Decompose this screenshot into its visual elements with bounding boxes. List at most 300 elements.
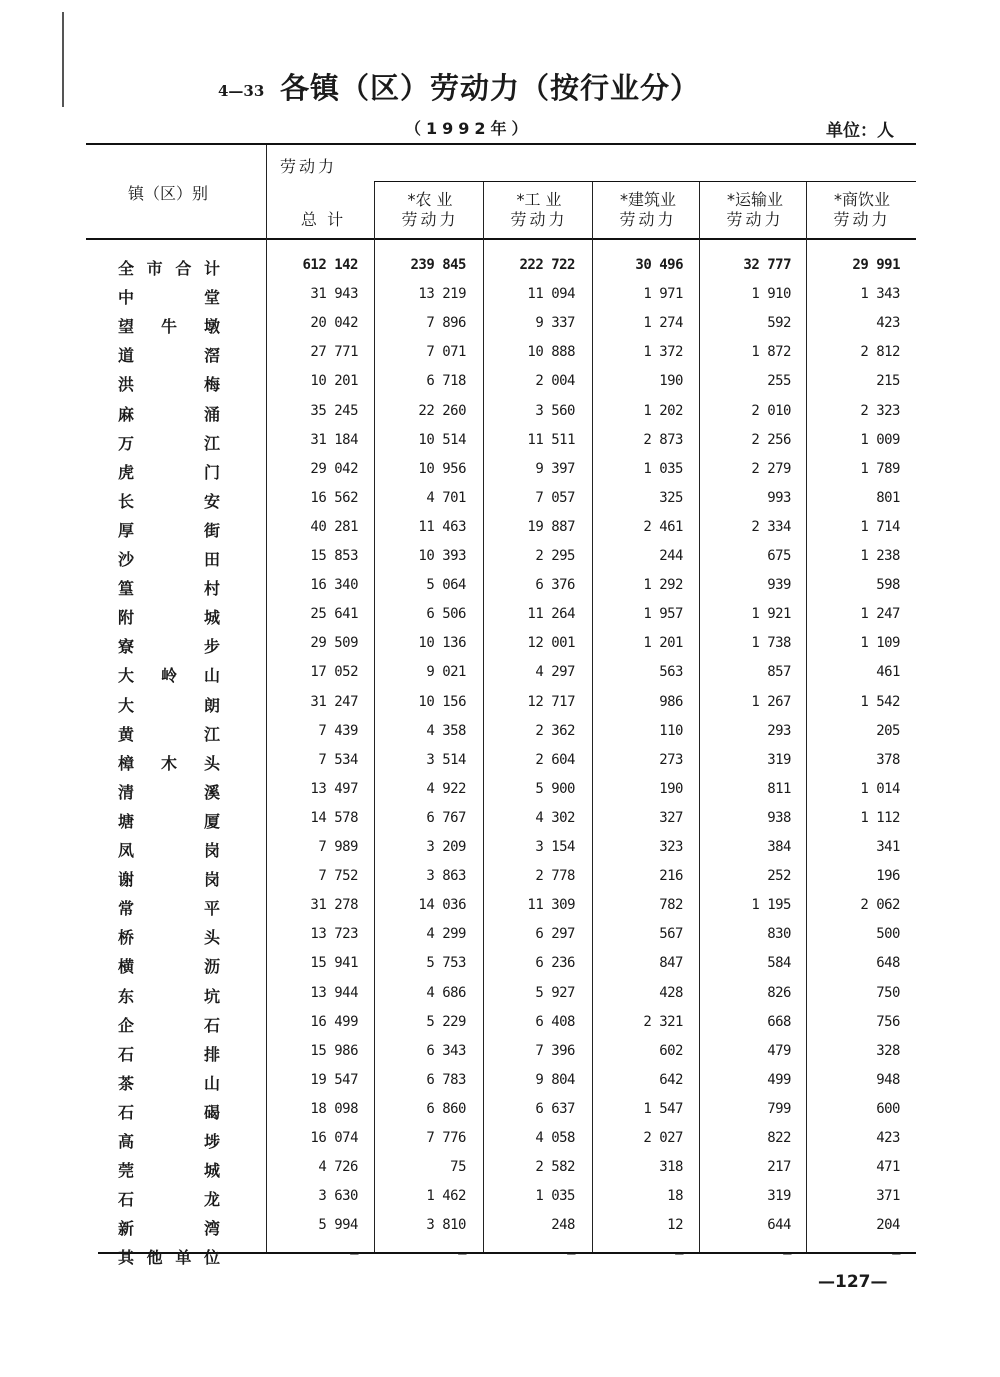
value-cell: — (783, 1246, 791, 1263)
region-name (118, 285, 220, 308)
value-cell: 644 (767, 1217, 791, 1234)
table-row (0, 892, 1000, 921)
region-name-char: 涌 (203, 404, 220, 424)
value-cell: 25 641 (310, 606, 358, 623)
value-cell: 801 (876, 489, 900, 506)
region-name-char: 村 (203, 579, 220, 599)
col-header-construction-l1: *建筑业 (619, 190, 676, 209)
value-cell: 4 358 (426, 722, 466, 739)
region-name (118, 1216, 220, 1239)
value-cell: — (675, 1246, 683, 1263)
region-name (118, 751, 220, 774)
table-row (0, 659, 1000, 688)
value-cell: 2 873 (643, 431, 683, 448)
region-name-char: 龙 (203, 1190, 220, 1210)
value-cell: 16 499 (310, 1013, 358, 1030)
region-name-char: 茶 (118, 1073, 135, 1093)
value-cell: 750 (876, 984, 900, 1001)
value-cell: 1 035 (643, 460, 683, 477)
table-row (0, 1067, 1000, 1096)
value-cell: 15 853 (310, 548, 358, 564)
region-name (118, 256, 220, 279)
region-name-char: 企 (118, 1015, 135, 1035)
region-name-char: 他 (146, 1248, 163, 1268)
value-cell: 2 604 (535, 751, 575, 768)
value-cell: 378 (876, 751, 900, 768)
region-name-char: 步 (203, 637, 220, 657)
value-cell: 5 927 (535, 984, 575, 1001)
region-name-char: 万 (118, 433, 135, 453)
value-cell: 6 297 (535, 926, 575, 943)
region-name-char: 东 (118, 986, 135, 1006)
value-cell: 1 738 (751, 635, 791, 652)
region-name (118, 984, 220, 1007)
value-cell: 5 229 (426, 1013, 466, 1030)
region-name (118, 1042, 220, 1065)
col-header-industry-l1: *工 业 (516, 190, 562, 209)
region-name-char: 道 (118, 346, 135, 366)
value-cell: 668 (767, 1013, 791, 1030)
value-cell: 255 (767, 373, 791, 390)
col-header-commerce-l2: 劳动力 (833, 210, 891, 229)
value-cell: 10 393 (418, 548, 466, 564)
value-cell: 598 (876, 577, 900, 594)
value-cell: 7 534 (318, 751, 358, 768)
value-cell: 584 (767, 955, 791, 972)
region-name (118, 343, 220, 366)
value-cell: 2 778 (535, 868, 575, 885)
value-cell: 7 752 (318, 868, 358, 885)
title-text: 各镇（区）劳动力（按行业分） (280, 71, 701, 105)
value-cell: 318 (659, 1159, 683, 1176)
value-cell: 7 776 (426, 1130, 466, 1146)
region-name-char: 虎 (118, 462, 135, 482)
region-name-char: 石 (118, 1102, 135, 1122)
table-row (0, 1009, 1000, 1038)
table-row-total (0, 252, 1000, 281)
value-cell: 371 (876, 1188, 900, 1205)
region-name-char: 厦 (203, 811, 220, 831)
value-cell: 938 (767, 809, 791, 826)
unit-label: 单位：人 (826, 121, 894, 141)
value-cell: 3 514 (426, 751, 466, 768)
value-cell: 35 245 (310, 402, 358, 419)
region-name-char: 其 (118, 1248, 135, 1268)
year-subtitle: （1992年） (405, 119, 533, 138)
value-cell: 811 (767, 780, 791, 797)
region-name-char: 谢 (118, 870, 135, 890)
value-cell: 1 714 (860, 518, 900, 535)
region-name-char: 江 (203, 433, 220, 453)
value-cell: 325 (659, 489, 683, 506)
value-cell: 327 (659, 809, 683, 826)
region-name-char: 城 (203, 1161, 220, 1181)
value-cell: 11 511 (527, 431, 575, 448)
value-cell: 847 (659, 955, 683, 972)
table-row (0, 456, 1000, 485)
value-cell: 600 (876, 1100, 900, 1117)
region-name (118, 1187, 220, 1210)
value-cell: 13 219 (418, 286, 466, 303)
col-header-construction-l2: 劳动力 (619, 210, 677, 229)
table-row (0, 427, 1000, 456)
value-cell: 1 921 (751, 606, 791, 623)
table-row (0, 310, 1000, 339)
value-cell: 11 463 (418, 518, 466, 535)
table-row (0, 601, 1000, 630)
value-cell: 499 (767, 1071, 791, 1088)
value-cell: 32 777 (743, 257, 791, 273)
value-cell: 4 726 (318, 1159, 358, 1176)
value-cell: 14 036 (418, 897, 466, 914)
region-name (118, 1158, 220, 1181)
region-name (118, 489, 220, 512)
value-cell: 4 302 (535, 809, 575, 826)
region-name-char: 寮 (118, 637, 135, 657)
region-name-char: 头 (203, 928, 220, 948)
region-name-char: 堂 (203, 288, 220, 308)
region-name-char: 合 (175, 259, 192, 278)
value-cell: 6 506 (426, 606, 466, 623)
region-name-char: 梅 (203, 375, 220, 395)
region-name-char: 坑 (203, 986, 220, 1006)
value-cell: 592 (767, 315, 791, 332)
region-name-char: 长 (118, 491, 135, 511)
region-name (118, 925, 220, 948)
value-cell: 6 767 (426, 809, 466, 826)
table-row (0, 980, 1000, 1009)
value-cell: 1 789 (860, 460, 900, 477)
value-cell: 217 (767, 1159, 791, 1176)
region-name-char: 大 (118, 695, 135, 715)
table-row (0, 950, 1000, 979)
group-rule (374, 181, 916, 182)
region-name-char: 岗 (203, 870, 220, 890)
top-rule (86, 143, 916, 145)
region-name-char: 安 (203, 491, 220, 511)
value-cell: 5 900 (535, 780, 575, 797)
value-cell: 675 (767, 548, 791, 564)
col-header-transport-l2: 劳动力 (726, 210, 784, 229)
value-cell: 7 071 (426, 344, 466, 361)
region-name-char: 朗 (203, 695, 220, 715)
value-cell: 1 343 (860, 286, 900, 303)
region-name-char: 石 (203, 1015, 220, 1035)
value-cell: 428 (659, 984, 683, 1001)
value-cell: 6 236 (535, 955, 575, 972)
col-header-transport-l1: *运输业 (726, 190, 783, 209)
value-cell: 11 094 (527, 286, 575, 303)
table-row (0, 834, 1000, 863)
region-name (118, 693, 220, 716)
value-cell: 993 (767, 489, 791, 506)
value-cell: 7 989 (318, 839, 358, 855)
value-cell: 11 264 (527, 606, 575, 623)
value-cell: 2 004 (535, 373, 575, 390)
value-cell: 642 (659, 1071, 683, 1088)
value-cell: 17 052 (310, 664, 358, 681)
region-name (118, 518, 220, 541)
region-name-char: 木 (160, 753, 177, 773)
header-rule (86, 238, 916, 240)
value-cell: 986 (659, 693, 683, 710)
value-cell: 3 560 (535, 402, 575, 419)
region-name (118, 1071, 220, 1094)
value-cell: 29 042 (310, 460, 358, 477)
table-number: 4—33 (218, 82, 265, 100)
value-cell: 31 247 (310, 693, 358, 710)
region-name-char: 牛 (160, 317, 177, 337)
region-name-char: 莞 (118, 1161, 135, 1181)
region-name (118, 1129, 220, 1152)
value-cell: 10 201 (310, 373, 358, 390)
value-cell: 30 496 (635, 257, 683, 273)
value-cell: 10 514 (418, 431, 466, 448)
table-row (0, 1096, 1000, 1125)
table-row (0, 1183, 1000, 1212)
region-name (118, 1013, 220, 1036)
value-cell: 2 279 (751, 460, 791, 477)
value-cell: 190 (659, 373, 683, 390)
col-header-commerce-l1: *商饮业 (833, 190, 890, 209)
value-cell: 782 (659, 897, 683, 914)
value-cell: 1 109 (860, 635, 900, 652)
region-name (118, 722, 220, 745)
region-name-char: 田 (203, 550, 220, 569)
value-cell: 75 (450, 1159, 466, 1176)
value-cell: 1 274 (643, 315, 683, 332)
value-cell: 16 074 (310, 1130, 358, 1146)
region-name-char: 全 (118, 259, 135, 278)
value-cell: 567 (659, 926, 683, 943)
region-name-char: 黄 (118, 724, 135, 744)
table-row (0, 921, 1000, 950)
region-name-char: 凤 (118, 841, 135, 860)
value-cell: 239 845 (410, 257, 466, 273)
value-cell: 20 042 (310, 315, 358, 332)
region-name-char: 望 (118, 317, 135, 337)
region-name-char: 附 (118, 608, 135, 628)
value-cell: 7 396 (535, 1042, 575, 1059)
value-cell: 9 021 (426, 664, 466, 681)
col-header-construction (596, 190, 700, 230)
value-cell: 215 (876, 373, 900, 390)
region-name-char: 高 (118, 1132, 135, 1151)
value-cell: 602 (659, 1042, 683, 1059)
value-cell: 1 195 (751, 897, 791, 914)
value-cell: 2 027 (643, 1130, 683, 1146)
value-cell: 1 910 (751, 286, 791, 303)
value-cell: 4 058 (535, 1130, 575, 1146)
region-name (118, 460, 220, 483)
value-cell: 216 (659, 868, 683, 885)
region-name-char: 城 (203, 608, 220, 628)
region-name-char: 平 (203, 899, 220, 919)
value-cell: 423 (876, 1130, 900, 1146)
value-cell: — (350, 1246, 358, 1263)
value-cell: 29 509 (310, 635, 358, 652)
region-header: 镇（区）别 (127, 184, 208, 203)
value-cell: 29 991 (852, 257, 900, 273)
value-cell: 2 010 (751, 402, 791, 419)
region-name (118, 954, 220, 977)
value-cell: 471 (876, 1159, 900, 1176)
region-name (118, 576, 220, 599)
region-name (118, 780, 220, 803)
value-cell: 7 439 (318, 722, 358, 739)
region-name (118, 431, 220, 454)
value-cell: 22 260 (418, 402, 466, 419)
value-cell: 5 064 (426, 577, 466, 594)
value-cell: 2 323 (860, 402, 900, 419)
value-cell: — (892, 1246, 900, 1263)
value-cell: 190 (659, 780, 683, 797)
value-cell: 7 896 (426, 315, 466, 332)
region-name (118, 372, 220, 395)
value-cell: 6 718 (426, 373, 466, 390)
value-cell: 1 542 (860, 693, 900, 710)
value-cell: 9 804 (535, 1071, 575, 1088)
value-cell: 196 (876, 868, 900, 885)
region-name (118, 1100, 220, 1123)
value-cell: 4 701 (426, 489, 466, 506)
value-cell: 10 156 (418, 693, 466, 710)
value-cell: 319 (767, 751, 791, 768)
value-cell: 10 888 (527, 344, 575, 361)
value-cell: 10 956 (418, 460, 466, 477)
col-header-agri-l1: *农 业 (407, 190, 453, 209)
value-cell: 6 783 (426, 1071, 466, 1088)
region-name-char: 碣 (203, 1102, 220, 1122)
col-header-transport (703, 190, 807, 230)
table-row (0, 1125, 1000, 1154)
value-cell: 1 971 (643, 286, 683, 303)
region-name (118, 809, 220, 832)
value-cell: 12 717 (527, 693, 575, 710)
table-row (0, 689, 1000, 718)
region-name-char: 新 (118, 1219, 135, 1239)
region-name (118, 547, 220, 570)
value-cell: 1 202 (643, 402, 683, 419)
table-row (0, 1038, 1000, 1067)
col-header-industry-l2: 劳动力 (510, 210, 568, 229)
value-cell: — (567, 1246, 575, 1263)
value-cell: 3 863 (426, 868, 466, 885)
region-name-char: 塘 (118, 811, 135, 831)
region-name (118, 314, 220, 337)
value-cell: 2 295 (535, 548, 575, 564)
total-header: 总 计 (300, 210, 344, 229)
region-name-char: 岗 (203, 841, 220, 860)
region-name (118, 838, 220, 861)
value-cell: 1 372 (643, 344, 683, 361)
value-cell: 3 630 (318, 1188, 358, 1205)
value-cell: 2 582 (535, 1159, 575, 1176)
value-cell: 799 (767, 1100, 791, 1117)
table-row (0, 572, 1000, 601)
region-name-char: 岭 (160, 666, 177, 686)
region-name-char: 湾 (203, 1219, 220, 1239)
value-cell: 1 014 (860, 780, 900, 797)
value-cell: 16 562 (310, 489, 358, 506)
region-name-char: 街 (203, 520, 220, 540)
region-name-char: 排 (203, 1044, 220, 1064)
value-cell: 205 (876, 722, 900, 739)
region-name (118, 605, 220, 628)
region-name-char: 江 (203, 724, 220, 744)
region-name-char: 大 (118, 666, 135, 686)
region-name (118, 402, 220, 425)
region-name (118, 896, 220, 919)
col-header-agri (378, 190, 482, 230)
table-row (0, 1154, 1000, 1183)
table-row (0, 339, 1000, 368)
value-cell: 1 547 (643, 1100, 683, 1117)
region-name-char: 沥 (203, 957, 220, 977)
region-name-char: 石 (118, 1190, 135, 1210)
value-cell: 1 009 (860, 431, 900, 448)
table-row (0, 805, 1000, 834)
value-cell: 948 (876, 1071, 900, 1088)
col-header-industry (487, 190, 591, 230)
value-cell: 14 578 (310, 809, 358, 826)
value-cell: 1 247 (860, 606, 900, 623)
value-cell: 5 994 (318, 1217, 358, 1234)
value-cell: 6 343 (426, 1042, 466, 1059)
value-cell: 830 (767, 926, 791, 943)
value-cell: 12 (667, 1217, 683, 1234)
value-cell: 1 035 (535, 1188, 575, 1205)
region-name (118, 1245, 220, 1268)
value-cell: 12 001 (527, 635, 575, 652)
value-cell: 461 (876, 664, 900, 681)
value-cell: 4 297 (535, 664, 575, 681)
value-cell: 2 461 (643, 518, 683, 535)
table-row (0, 1212, 1000, 1241)
region-name-char: 沙 (118, 550, 135, 569)
region-name-char: 山 (203, 1073, 220, 1093)
table-row (0, 718, 1000, 747)
table-title (210, 66, 810, 110)
value-cell: 4 299 (426, 926, 466, 943)
table-row (0, 514, 1000, 543)
region-name-char: 市 (146, 259, 163, 278)
value-cell: 11 309 (527, 897, 575, 914)
value-cell: 18 (667, 1188, 683, 1205)
value-cell: 756 (876, 1013, 900, 1030)
value-cell: 563 (659, 664, 683, 681)
value-cell: 31 184 (310, 431, 358, 448)
value-cell: 19 547 (310, 1071, 358, 1088)
value-cell: 31 943 (310, 286, 358, 303)
region-name-char: 厚 (118, 520, 135, 540)
region-name-char: 中 (118, 288, 135, 308)
value-cell: 13 497 (310, 780, 358, 797)
value-cell: 31 278 (310, 897, 358, 914)
value-cell: 6 637 (535, 1100, 575, 1117)
value-cell: 1 112 (860, 809, 900, 826)
value-cell: 15 941 (310, 955, 358, 972)
value-cell: 1 462 (426, 1188, 466, 1205)
value-cell: 3 154 (535, 839, 575, 855)
value-cell: 5 753 (426, 955, 466, 972)
labor-group-header: 劳动力 (280, 157, 338, 176)
value-cell: 6 860 (426, 1100, 466, 1117)
table-row (0, 398, 1000, 427)
region-name-char: 清 (118, 782, 135, 802)
margin-mark (62, 12, 64, 107)
value-cell: — (458, 1246, 466, 1263)
